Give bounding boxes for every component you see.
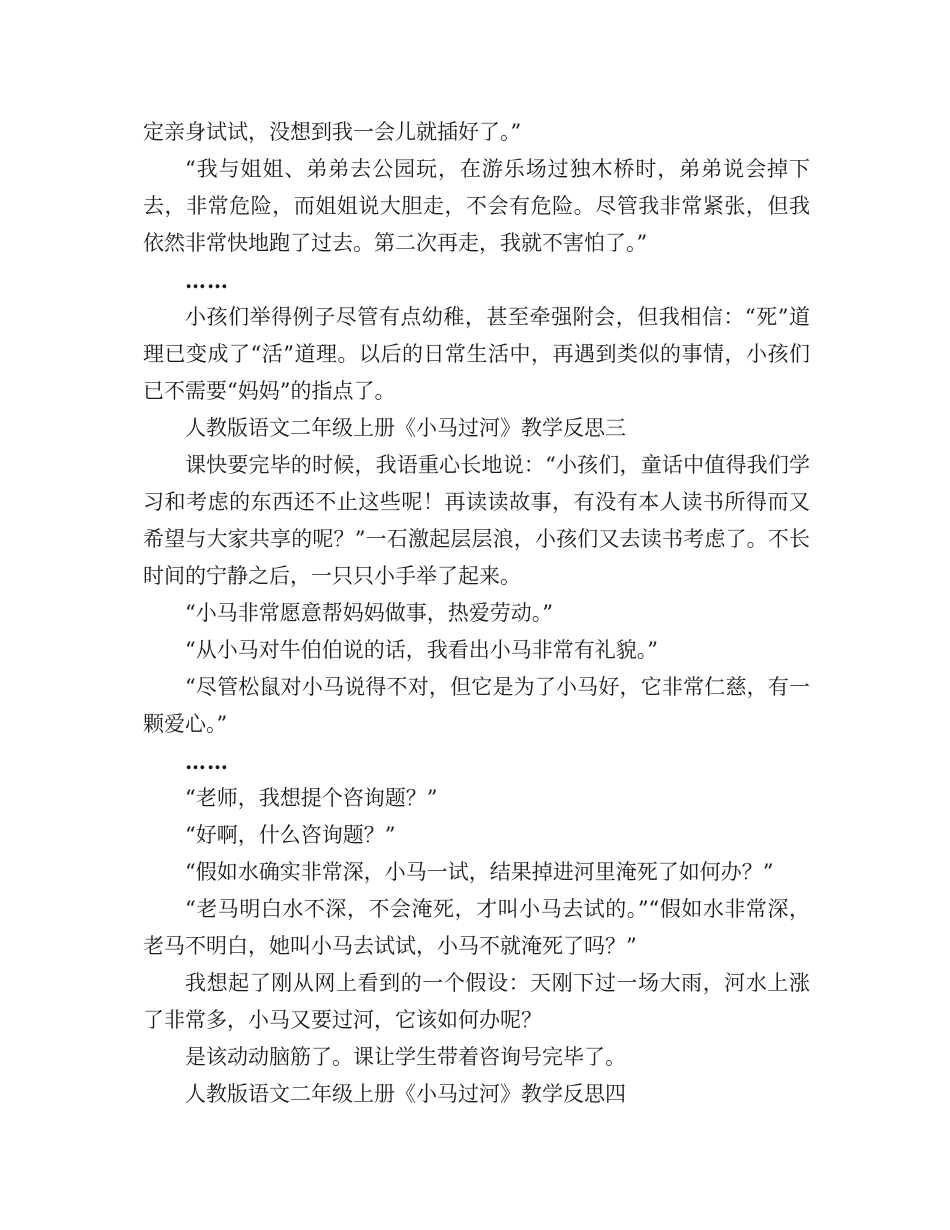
ellipsis-1: …… [185, 268, 229, 293]
paragraph-question-ask: “老师，我想提个咨询题？” [185, 786, 438, 810]
paragraph-discussion: “老马明白水不深，不会淹死，才叫小马去试的。”“假如水非常深，老马不明白，她叫小马去试试，小马不就淹死了吗？” [143, 897, 810, 958]
paragraph-reflection: 小孩们举得例子尽管有点幼稚，甚至牵强附会，但我相信：“死”道理已变成了“活”道理。以后的日常生活中，再遇到类似的事情，小孩们已不需要“妈妈”的指点了。 [143, 305, 810, 403]
paragraph-conclusion: 是该动动脑筋了。课让学生带着咨询号完毕了。 [185, 1045, 626, 1069]
paragraph-quote-polite: “从小马对牛伯伯说的话，我看出小马非常有礼貌。” [185, 638, 658, 662]
paragraph-hypothesis: 我想起了刚从网上看到的一个假设：天刚下过一场大雨，河水上涨了非常多，小马又要过河，它该如何办呢？ [143, 971, 810, 1032]
paragraph-question-reply: “好啊，什么咨询题？” [185, 823, 396, 847]
paragraph-continuation: 定亲身试试，没想到我一会儿就插好了。” [143, 120, 522, 144]
section-heading-4: 人教版语文二年级上册《小马过河》教学反思四 [185, 1082, 626, 1106]
paragraph-class-ending: 课快要完毕的时候，我语重心长地说：“小孩们，童话中值得我们学习和考虑的东西还不止这些呢！再读读故事，有没有本人读书所得而又希望与大家共享的呢？”一石激起层层浪，小孩们又去读书考虑了。不长时间的宁静之后，一只只小手举了起来。 [143, 453, 810, 588]
paragraph-quote-labor: “小马非常愿意帮妈妈做事，热爱劳动。” [185, 601, 553, 625]
ellipsis-2: …… [185, 749, 229, 774]
paragraph-quote-squirrel: “尽管松鼠对小马说得不对，但它是为了小马好，它非常仁慈，有一颗爱心。” [143, 675, 810, 736]
section-heading-3: 人教版语文二年级上册《小马过河》教学反思三 [185, 416, 626, 440]
paragraph-bridge-story: “我与姐姐、弟弟去公园玩，在游乐场过独木桥时，弟弟说会掉下去，非常危险，而姐姐说大胆走，不会有危险。尽管我非常紧张，但我依然非常快地跑了过去。第二次再走，我就不害怕了。” [143, 157, 810, 255]
paragraph-question-deep-water: “假如水确实非常深，小马一试，结果掉进河里淹死了如何办？” [185, 860, 774, 884]
